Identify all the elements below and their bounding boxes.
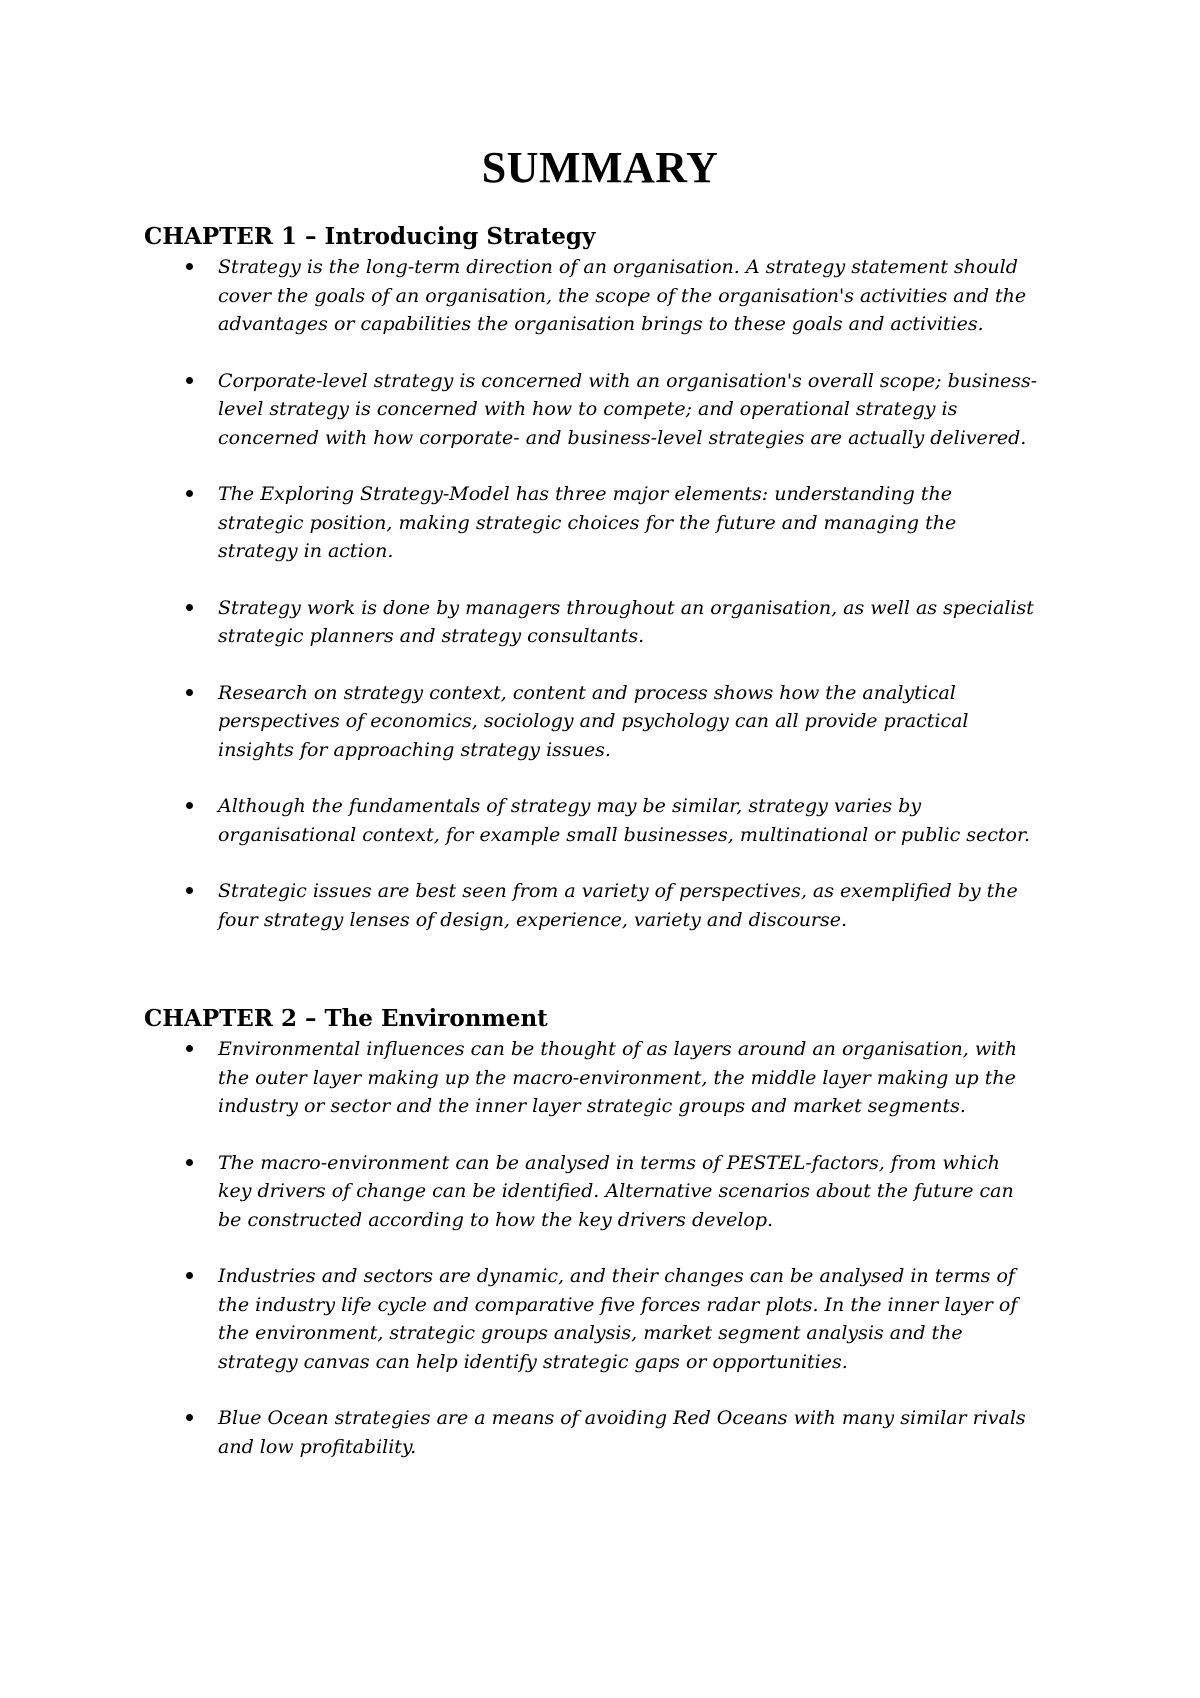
page-title: SUMMARY xyxy=(481,143,719,192)
bullet-text: Research on strategy context, content and process shows how the analytical perspectives of economics, sociology and psychology can all provide practical insights for approaching strategy issues. xyxy=(218,681,969,761)
bullet-text: Industries and sectors are dynamic, and their changes can be analysed in terms of the industry life cycle and comparative five forces radar plots. In the inner layer of the environment, strategic groups analysis, market segment analysis and the strategy canvas can help identify strategic gaps or opportunities. xyxy=(218,1265,1018,1373)
list-item xyxy=(144,1149,1084,1235)
bullet-icon xyxy=(186,263,193,270)
list-item xyxy=(144,679,1084,765)
list-item xyxy=(144,1262,1084,1376)
chapter-1-heading: CHAPTER 1 – Introducing Strategy xyxy=(144,223,596,250)
list-item xyxy=(144,253,1084,339)
list-item xyxy=(144,792,1084,849)
list-item xyxy=(144,480,1084,566)
list-item xyxy=(144,367,1084,453)
bullet-text: Strategy is the long-term direction of an organisation. A strategy statement should cover the goals of an organisation, the scope of the organisation's activities and the advantages or capabilities the organisation brings to these goals and activities. xyxy=(218,256,1027,335)
bullet-text: The Exploring Strategy-Model has three major elements: understanding the strategic position, making strategic choices for the future and managing the strategy in action. xyxy=(218,483,957,562)
bullet-icon xyxy=(186,1159,193,1166)
bullet-text: Strategy work is done by managers throughout an organisation, as well as specialist strategic planners and strategy consultants. xyxy=(218,596,1034,647)
bullet-icon xyxy=(186,377,193,384)
chapter-2-bullet-list xyxy=(144,1035,1084,1461)
bullet-text: The macro-environment can be analysed in terms of PESTEL-factors, from which key drivers of change can be identified. Alternative scenarios about the future can be constructed according to how the key drivers develop. xyxy=(218,1151,1014,1231)
bullet-icon xyxy=(186,1272,193,1279)
bullet-icon xyxy=(186,1414,193,1421)
bullet-icon xyxy=(186,1045,193,1052)
bullet-text: Although the fundamentals of strategy may be similar, strategy varies by organisational context, for example small businesses, multinational or public sector. xyxy=(218,795,1030,846)
list-item xyxy=(144,594,1084,651)
bullet-icon xyxy=(186,604,193,611)
chapter-2-section xyxy=(144,1004,1084,1461)
bullet-text: Strategic issues are best seen from a variety of perspectives, as exemplified by the four strategy lenses of design, experience, variety and discourse. xyxy=(218,880,1018,931)
bullet-icon xyxy=(186,802,193,809)
bullet-text: Corporate-level strategy is concerned with an organisation's overall scope; business- level strategy is concerned with how to compete; and operational strategy is concerned with how corporate- and business-level strategies are actually delivered. xyxy=(218,369,1038,449)
bullet-icon xyxy=(186,887,193,894)
chapter-1-bullet-list xyxy=(144,253,1084,934)
bullet-text: Blue Ocean strategies are a means of avoiding Red Oceans with many similar rivals and low profitability. xyxy=(218,1407,1026,1458)
list-item xyxy=(144,1404,1084,1461)
bullet-icon xyxy=(186,490,193,497)
chapter-1-section xyxy=(144,222,1084,934)
list-item xyxy=(144,1035,1084,1121)
bullet-icon xyxy=(186,689,193,696)
list-item xyxy=(144,877,1084,934)
chapter-2-heading: CHAPTER 2 – The Environment xyxy=(144,1005,548,1032)
bullet-text: Environmental influences can be thought of as layers around an organisation, with the outer layer making up the macro-environment, the middle layer making up the industry or sector and the inner layer strategic groups and market segments. xyxy=(218,1038,1018,1117)
